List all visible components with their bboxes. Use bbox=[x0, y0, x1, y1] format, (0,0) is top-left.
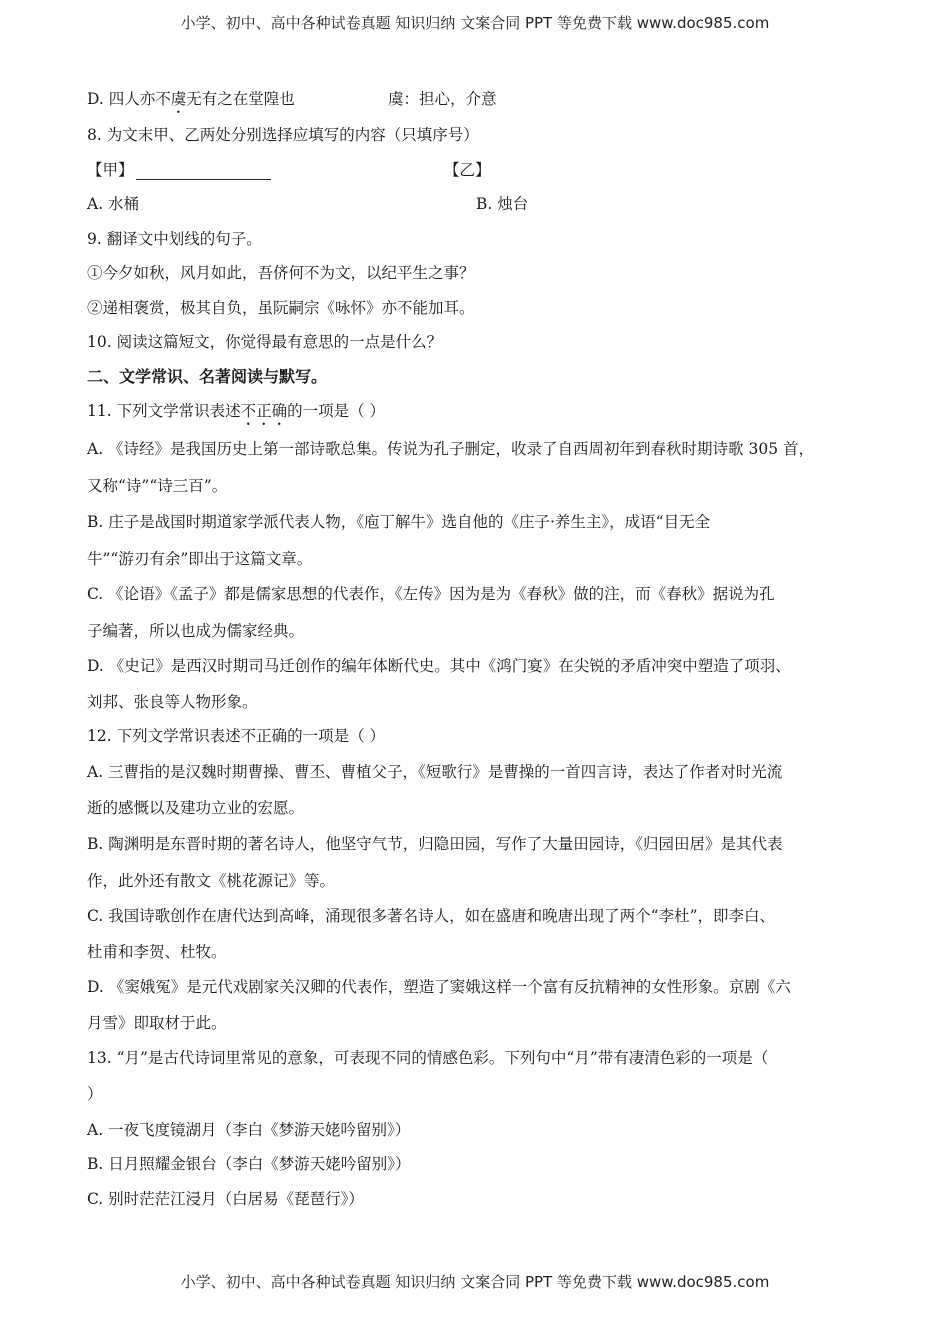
q12-option-c-line1: C. 我国诗歌创作在唐代达到高峰，涌现很多著名诗人，如在盛唐和晚唐出现了两个“李杜”，即李白、 bbox=[87, 907, 776, 925]
q13-option-a: A. 一夜飞度镜湖月（李白《梦游天姥吟留别》） bbox=[87, 1121, 411, 1139]
q13-option-b: B. 日月照耀金银台（李白《梦游天姥吟留别》） bbox=[87, 1155, 411, 1173]
q11-option-a-line1: A. 《诗经》是我国历史上第一部诗歌总集。传说为孔子删定，收录了自西周初年到春秋时期诗歌 305 首， bbox=[87, 440, 814, 458]
q9-sentence-2: ②递相褒赏，极其自负，虽阮嗣宗《咏怀》亦不能加耳。 bbox=[87, 299, 475, 317]
q12-option-a-line2: 逝的感慨以及建功立业的宏愿。 bbox=[87, 799, 305, 817]
page-footer: 小学、初中、高中各种试卷真题 知识归纳 文案合同 PPT 等免费下载 www.doc985.com bbox=[180, 1273, 770, 1291]
q8-jia-answer-line[interactable] bbox=[136, 163, 271, 180]
q8-yi-label: 【乙】 bbox=[444, 161, 491, 179]
q13-option-c: C. 别时茫茫江浸月（白居易《琵琶行》） bbox=[87, 1190, 364, 1208]
q13-stem-line1: 13. “月”是古代诗词里常见的意象，可表现不同的情感色彩。下列句中“月”带有凄清色彩的一项是（ bbox=[87, 1049, 769, 1067]
q11-stem bbox=[87, 401, 385, 429]
q11-option-c-line2: 子编著，所以也成为儒家经典。 bbox=[87, 622, 305, 640]
q12-option-d-line2: 月雪》即取材于此。 bbox=[87, 1014, 227, 1032]
q11-option-d-line2: 刘邦、张良等人物形象。 bbox=[87, 693, 258, 711]
q8-jia-label: 【甲】 bbox=[87, 161, 134, 179]
q7-option-d-gloss: 虞：担心，介意 bbox=[388, 90, 497, 108]
q11-option-a-line2: 又称“诗”“诗三百”。 bbox=[87, 477, 228, 495]
q7-option-d-dotted-char: 虞 bbox=[170, 90, 187, 108]
q8-jia-blank bbox=[87, 160, 271, 180]
q11-option-b-line1: B. 庄子是战国时期道家学派代表人物，《庖丁解牛》选自他的《庄子·养生主》，成语“目无全 bbox=[87, 513, 711, 531]
q12-option-a-line1: A. 三曹指的是汉魏时期曹操、曹丕、曹植父子，《短歌行》是曹操的一首四言诗，表达了作者对时光流 bbox=[87, 763, 783, 781]
q11-option-d-line1: D. 《史记》是西汉时期司马迁创作的编年体断代史。其中《鸿门宴》在尖锐的矛盾冲突中塑造了项羽、 bbox=[87, 657, 791, 675]
q7-option-d-suffix: 无有之在堂隍也 bbox=[186, 90, 295, 108]
q12-option-c-line2: 杜甫和李贺、杜牧。 bbox=[87, 943, 227, 961]
q11-stem-emphasis: 不正确 bbox=[240, 402, 288, 420]
q11-option-c-line1: C. 《论语》《孟子》都是儒家思想的代表作，《左传》因为是为《春秋》做的注，而《春秋》据说为孔 bbox=[87, 585, 775, 603]
q9-stem: 9. 翻译文中划线的句子。 bbox=[87, 230, 262, 248]
q11-stem-suffix: 的一项是（ ） bbox=[287, 402, 386, 420]
q8-option-b: B. 烛台 bbox=[476, 195, 529, 213]
q12-stem: 12. 下列文学常识表述不正确的一项是（ ） bbox=[87, 727, 386, 745]
q11-stem-prefix: 11. 下列文学常识表述 bbox=[87, 402, 241, 420]
q12-option-b-line2: 作，此外还有散文《桃花源记》等。 bbox=[87, 872, 336, 890]
q7-option-d bbox=[87, 89, 295, 117]
q12-option-d-line1: D. 《窦娥冤》是元代戏剧家关汉卿的代表作，塑造了窦娥这样一个富有反抗精神的女性形象。京剧《六 bbox=[87, 978, 791, 996]
q8-option-a: A. 水桶 bbox=[87, 195, 140, 213]
q10-stem: 10. 阅读这篇短文，你觉得最有意思的一点是什么？ bbox=[87, 333, 443, 351]
q11-option-b-line2: 牛”“游刃有余”即出于这篇文章。 bbox=[87, 550, 313, 568]
page-header: 小学、初中、高中各种试卷真题 知识归纳 文案合同 PPT 等免费下载 www.doc985.com bbox=[180, 14, 770, 32]
q7-option-d-prefix: D. 四人亦不 bbox=[87, 90, 171, 108]
q13-stem-line2: ） bbox=[87, 1085, 103, 1103]
q9-sentence-1: ①今夕如秋，风月如此，吾侪何不为文，以纪平生之事？ bbox=[87, 264, 475, 282]
q8-stem: 8. 为文末甲、乙两处分别选择应填写的内容（只填序号） bbox=[87, 126, 479, 144]
section-2-title: 二、文学常识、名著阅读与默写。 bbox=[87, 367, 328, 386]
q12-option-b-line1: B. 陶渊明是东晋时期的著名诗人，他坚守气节，归隐田园，写作了大量田园诗，《归园田居》是其代表 bbox=[87, 835, 783, 853]
